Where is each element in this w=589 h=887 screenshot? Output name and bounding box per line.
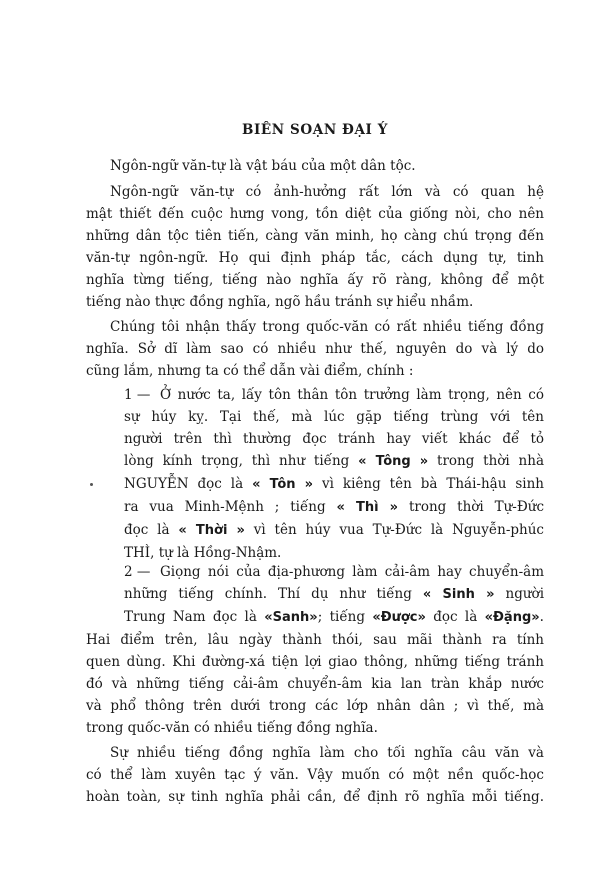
margin-dot [90,483,93,486]
paragraph-line: Hai điểm trên, lâu ngày thành thói, sau mãi thành ra tính [86,632,544,648]
keyword-tong: « Tông » [358,454,429,469]
list-item-line: người trên thì thường đọc tránh hay viết khác để tỏ [124,431,544,447]
paragraph-5 [86,742,544,808]
paragraph-line: mật thiết đến cuộc hưng vong, tồn diệt của giống nòi, cho nên [86,206,544,222]
paragraph-line: cũng lắm, nhưng ta có thể dẫn vài điểm, chính : [86,363,414,379]
keyword-sanh: «Sanh» [264,610,318,625]
keyword-sinh: « Sinh » [422,587,495,602]
keyword-thi: « Thì » [336,500,399,515]
paragraph-line: trong quốc-văn có nhiều tiếng đồng nghĩa. [86,720,378,736]
paragraph-line: nghĩa từng tiếng, tiếng nào nghĩa ấy rõ ràng, không để một [86,272,544,288]
paragraph-line: Ngôn-ngữ văn-tự có ảnh-hưởng rất lớn và có quan hệ [110,184,544,200]
keyword-duoc: «Được» [372,610,426,625]
list-item-line: những tiếng chính. Thí dụ như tiếng « Sinh » người [124,586,545,602]
paragraph-line: những dân tộc tiên tiến, càng văn minh, họ càng chú trọng đến [86,228,544,244]
paragraph-line: quen dùng. Khi đường-xá tiện lợi giao thông, những tiếng tránh [86,654,544,670]
list-item-number: 1 — [124,387,151,403]
paragraph-line: Ngôn-ngữ văn-tự là vật báu của một dân tộc. [110,158,416,174]
paragraph-2 [86,181,544,313]
paragraph-line: Sự nhiều tiếng đồng nghĩa làm cho tối nghĩa câu văn và [110,745,544,761]
paragraph-line: và phổ thông trên dưới trong các lớp nhân dân ; vì thế, mà [86,698,544,714]
paragraph-3 [86,316,544,382]
list-item-1 [124,384,544,564]
list-item-number: 2 — [124,564,151,580]
list-item-line: ra vua Minh-Mệnh ; tiếng « Thì » trong thời Tự-Đức [124,499,544,515]
paragraph-line: hoàn toàn, sự tinh nghĩa phải cần, để định rõ nghĩa mỗi tiếng. [86,789,544,805]
list-item-line: Ở nước ta, lấy tôn thân tôn trưởng làm trọng, nên có [160,387,544,403]
paragraph-line: nghĩa. Sở dĩ làm sao có nhiều như thế, nguyên do và lý do [86,341,544,357]
keyword-ton: « Tôn » [252,477,314,492]
list-item-2 [124,561,544,629]
paragraph-line: văn-tự ngôn-ngữ. Họ qui định pháp tắc, cách dụng tự, tinh [86,250,544,266]
paragraph-line: tiếng nào thực đồng nghĩa, ngõ hầu tránh sự hiểu nhầm. [86,294,474,310]
paragraph-1 [86,155,544,177]
paragraph-4 [86,629,544,739]
list-item-line: sự húy kỵ. Tại thế, mà lúc gặp tiếng trùng với tên [124,409,544,425]
paragraph-line: Chúng tôi nhận thấy trong quốc-văn có rất nhiều tiếng đồng [110,319,544,335]
list-item-line: NGUYỄN đọc là « Tôn » vì kiêng tên bà Thái-hậu sinh [124,476,544,492]
paragraph-line: đó và những tiếng cải-âm chuyển-âm kia lan tràn khắp nước [86,676,544,692]
list-item-line: THÌ, tự là Hồng-Nhậm. [124,545,282,561]
list-item-line: đọc là « Thời » vì tên húy vua Tự-Đức là Nguyễn-phúc [124,522,544,538]
list-item-line: lòng kính trọng, thì như tiếng « Tông » trong thời nhà [124,453,544,469]
keyword-thoi: « Thời » [178,523,245,538]
keyword-dang: «Đặng» [484,610,540,625]
paragraph-line: có thể làm xuyên tạc ý văn. Vậy muốn có một nền quốc-học [86,767,544,783]
list-item-line: Trung Nam đọc là «Sanh»; tiếng «Được» đọc là «Đặng». [124,609,544,625]
list-item-line: Giọng nói của địa-phương làm cải-âm hay chuyển-âm [160,564,544,580]
page-title: BIÊN SOẠN ĐẠI Ý [241,122,388,138]
